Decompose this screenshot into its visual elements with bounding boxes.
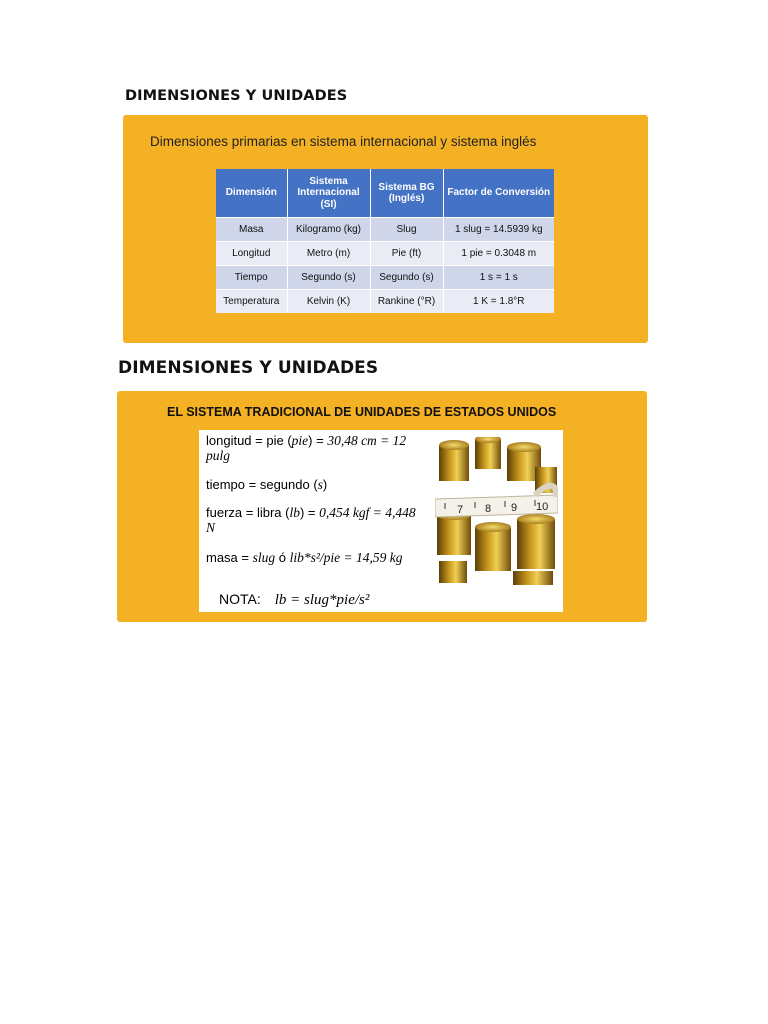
table-cell: Segundo (s) (287, 266, 370, 290)
tiempo-formula (206, 477, 327, 492)
table-cell: Masa (216, 218, 287, 242)
table-cell: Tiempo (216, 266, 287, 290)
tape-number: 8 (485, 503, 492, 515)
tape-number: 9 (511, 502, 518, 514)
dimensions-table (216, 169, 554, 313)
table-header-row (216, 169, 554, 218)
header-dimension: Dimensión (216, 169, 287, 218)
longitud-value: 30,48 cm = 12 pulg (206, 433, 407, 463)
fuerza-symbol: lb (289, 505, 300, 520)
table-row (216, 218, 554, 242)
table-cell: Pie (ft) (370, 242, 443, 266)
table-row (216, 266, 554, 290)
masa-value: lib*s²/pie = 14,59 kg (289, 550, 403, 565)
table-cell: Temperatura (216, 290, 287, 314)
tape-number: 7 (457, 504, 464, 516)
fuerza-value: 0,454 kgf = 4,448 N (206, 505, 416, 535)
table-cell: Rankine (°R) (370, 290, 443, 314)
header-si: Sistema Internacional (SI) (287, 169, 370, 218)
tiempo-label: tiempo = segundo ( (206, 477, 318, 492)
table-cell: 1 slug = 14.5939 kg (443, 218, 554, 242)
fuerza-close: ) = (299, 505, 320, 520)
weights-and-tape-image (435, 437, 558, 585)
table-cell: 1 K = 1.8°R (443, 290, 554, 314)
table-cell: 1 pie = 0.3048 m (443, 242, 554, 266)
longitud-close: ) = (308, 433, 328, 448)
header-conversion: Factor de Conversión (443, 169, 554, 218)
tape-number: 10 (536, 501, 549, 513)
nota-value: lb = slug*pie/s² (274, 592, 370, 608)
nota-line (219, 591, 369, 609)
table-cell: Longitud (216, 242, 287, 266)
masa-slug: slug (252, 550, 276, 565)
tiempo-close: ) (322, 477, 328, 492)
tiempo-symbol: s (317, 477, 323, 492)
panel1-title: Dimensiones primarias en sistema internacional y sistema inglés (150, 134, 537, 149)
table-cell: Slug (370, 218, 443, 242)
section1-heading: DIMENSIONES Y UNIDADES (125, 88, 348, 104)
masa-or: ó (275, 550, 290, 565)
table-cell: Segundo (s) (370, 266, 443, 290)
longitud-formula (206, 433, 416, 463)
table-cell: Metro (m) (287, 242, 370, 266)
nota-label: NOTA: (219, 591, 261, 607)
longitud-symbol: pie (291, 433, 309, 448)
longitud-eq: = pie ( (251, 433, 292, 448)
table-cell: 1 s = 1 s (443, 266, 554, 290)
fuerza-formula (206, 505, 416, 535)
longitud-label: longitud (206, 433, 252, 448)
table-cell: Kelvin (K) (287, 290, 370, 314)
masa-formula (206, 550, 403, 565)
header-bg: Sistema BG (Inglés) (370, 169, 443, 218)
panel2-title: EL SISTEMA TRADICIONAL DE UNIDADES DE ESTADOS UNIDOS (167, 405, 557, 419)
table-cell: Kilogramo (kg) (287, 218, 370, 242)
masa-label: masa = (206, 550, 253, 565)
fuerza-label: fuerza = libra ( (206, 505, 290, 520)
section2-heading: DIMENSIONES Y UNIDADES (118, 358, 379, 378)
table-row (216, 290, 554, 314)
table-row (216, 242, 554, 266)
